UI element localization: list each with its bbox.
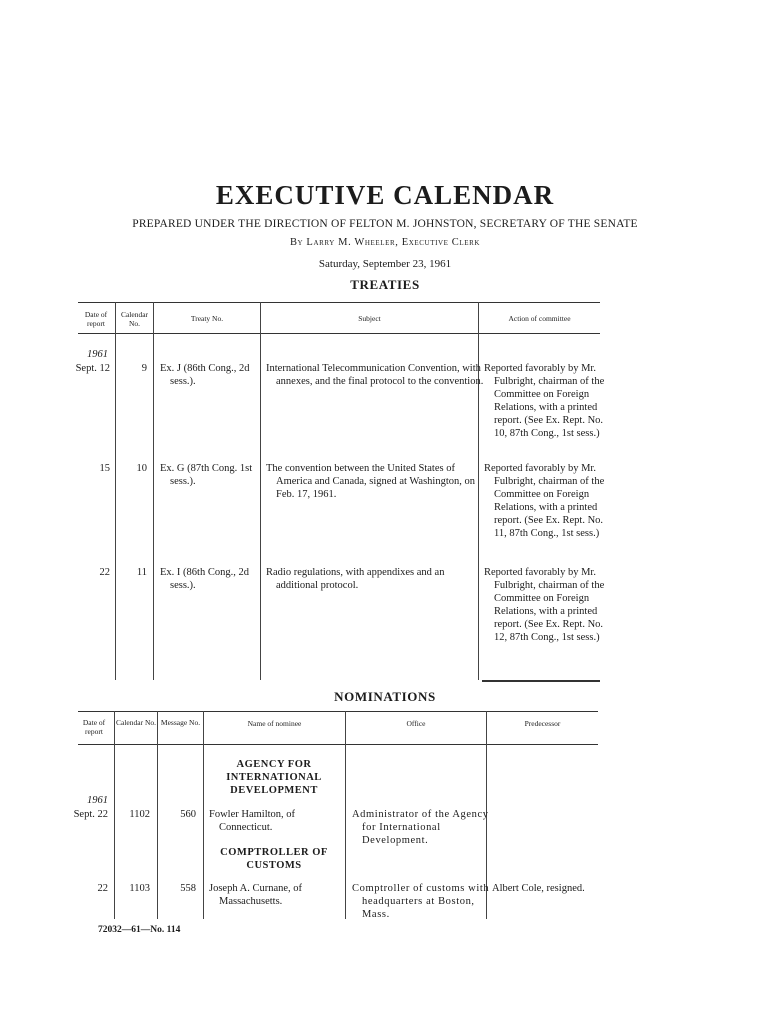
treaty-date: 22 <box>99 567 110 578</box>
treaties-heading: TREATIES <box>350 277 420 292</box>
agency-heading: AGENCY FOR INTERNATIONAL DEVELOPMENT <box>226 759 322 796</box>
nominee-name: Fowler Hamilton, of Connecticut. <box>209 809 296 833</box>
nomination-message-no: 558 <box>180 883 196 894</box>
treaty-no: Ex. G (87th Cong. 1st sess.). <box>160 463 253 487</box>
nomination-calendar-no: 1103 <box>129 883 150 894</box>
treaty-calendar-no: 9 <box>141 363 147 374</box>
treaty-subject: The convention between the United States of America and Canada, signed at Washington, on Feb. 17, 1961. <box>266 463 475 500</box>
nominee-name: Joseph A. Curnane, of Massachusetts. <box>209 883 303 907</box>
treaty-date: 15 <box>99 463 110 474</box>
column-divider <box>115 302 116 680</box>
column-header-treaty: Treaty No. <box>190 314 224 323</box>
treaty-action: Reported favorably by Mr. Fulbright, chairman of the Committee on Foreign Relations, with a printed report. (See Ex. Rept. No. 11, 87th Cong., 1st sess.) <box>484 463 605 539</box>
prepared-by-line: PREPARED UNDER THE DIRECTION OF FELTON M. JOHNSTON, SECRETARY OF THE SENATE <box>132 218 638 230</box>
column-header-date: Date of report <box>84 310 108 328</box>
table-rule <box>78 711 598 712</box>
treaty-subject: International Telecommunication Convention, with annexes, and the final protocol to the convention. <box>266 363 484 387</box>
column-header-message: Message No. <box>160 718 201 727</box>
column-header-calendar: Calendar No. <box>116 718 156 727</box>
calendar-date: Saturday, September 23, 1961 <box>318 258 452 270</box>
nominations-heading: NOMINATIONS <box>334 689 436 704</box>
treaty-action: Reported favorably by Mr. Fulbright, chairman of the Committee on Foreign Relations, with a printed report. (See Ex. Rept. No. 10, 87th Cong., 1st sess.) <box>484 363 605 439</box>
column-header-nominee: Name of nominee <box>247 719 302 728</box>
column-header-office: Office <box>406 719 426 728</box>
column-divider <box>203 711 204 919</box>
nomination-message-no: 560 <box>180 809 196 820</box>
column-header-action: Action of committee <box>508 314 571 323</box>
table-rule <box>78 333 600 334</box>
column-header-subject: Subject <box>358 314 381 323</box>
year-label: 1961 <box>87 795 108 806</box>
nomination-calendar-no: 1102 <box>129 809 150 820</box>
agency-heading: COMPTROLLER OF CUSTOMS <box>220 847 328 871</box>
treaty-no: Ex. I (86th Cong., 2d sess.). <box>160 567 249 591</box>
nomination-date: Sept. 22 <box>73 809 108 820</box>
treaty-calendar-no: 10 <box>136 463 147 474</box>
nomination-date: 22 <box>97 883 108 894</box>
nominee-office: Administrator of the Agency for International Development. <box>352 809 489 846</box>
year-label: 1961 <box>87 349 108 360</box>
treaty-date: Sept. 12 <box>75 363 110 374</box>
column-header-predecessor: Predecessor <box>524 719 561 728</box>
table-rule <box>78 744 598 745</box>
column-header-calendar: Calendar No. <box>120 310 149 328</box>
treaty-no: Ex. J (86th Cong., 2d sess.). <box>160 363 250 387</box>
nominee-office: Comptroller of customs with headquarters at Boston, Mass. <box>352 883 490 920</box>
table-rule <box>78 302 600 303</box>
footer-code: 72032—61—No. 114 <box>98 925 181 935</box>
table-rule <box>482 680 600 682</box>
treaty-calendar-no: 11 <box>136 567 147 578</box>
clerk-line: By Larry M. Wheeler, Executive Clerk <box>289 237 481 248</box>
page-title: EXECUTIVE CALENDAR <box>215 180 555 210</box>
column-divider <box>153 302 154 680</box>
column-header-date: Date of report <box>82 718 106 736</box>
column-divider <box>260 302 261 680</box>
treaty-action: Reported favorably by Mr. Fulbright, chairman of the Committee on Foreign Relations, with a printed report. (See Ex. Rept. No. 12, 87th Cong., 1st sess.) <box>484 567 605 643</box>
treaty-subject: Radio regulations, with appendixes and an additional protocol. <box>266 567 445 591</box>
nominee-predecessor: Albert Cole, resigned. <box>492 883 585 894</box>
